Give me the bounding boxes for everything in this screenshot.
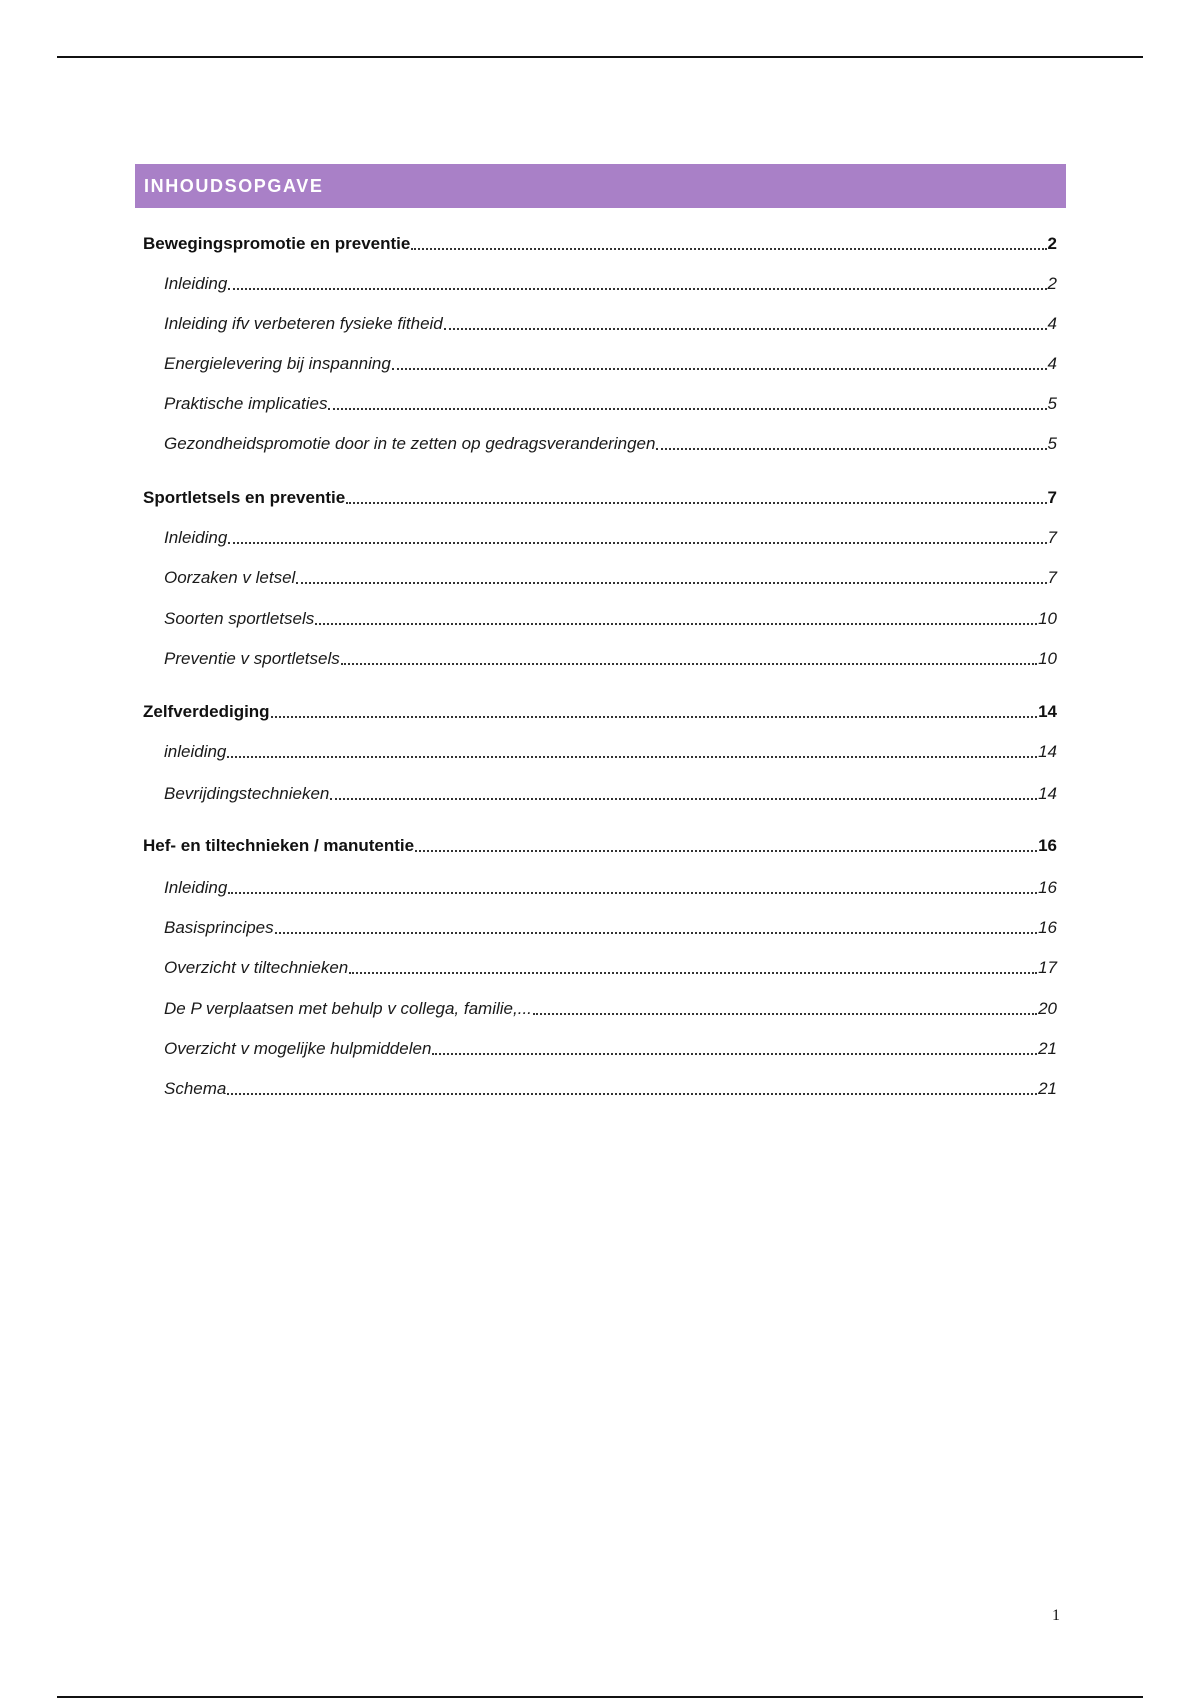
toc-leader-dots [296, 562, 1046, 584]
toc-entry-label: Sportletsels en preventie [143, 488, 346, 507]
toc-leader-dots [228, 872, 1037, 894]
toc-leader-dots [275, 912, 1037, 934]
header-rule [57, 56, 1143, 58]
toc-leader-dots [227, 736, 1037, 758]
toc-entry-label: Inleiding [164, 878, 228, 897]
toc-entry[interactable] [164, 782, 1057, 804]
toc-leader-dots [533, 993, 1037, 1015]
toc-leader-dots [271, 696, 1038, 718]
toc-entry-label: Inleiding ifv verbeteren fysieke fitheid [164, 314, 443, 333]
toc-leader-dots [341, 643, 1037, 665]
toc-entry[interactable] [143, 834, 1057, 856]
toc-entry[interactable] [164, 312, 1057, 334]
toc-leader-dots [346, 482, 1046, 504]
toc-entry[interactable] [164, 1077, 1057, 1099]
toc-leader-dots [315, 603, 1037, 625]
toc-leader-dots [444, 308, 1047, 330]
toc-entry-label: inleiding [164, 742, 227, 761]
toc-entry-page: 7 [1047, 528, 1057, 547]
toc-entry-label: Energielevering bij inspanning [164, 354, 391, 373]
toc-heading: INHOUDSOPGAVE [144, 175, 324, 196]
toc-entry[interactable] [164, 956, 1057, 978]
toc-entry-label: Hef- en tiltechnieken / manutentie [143, 836, 415, 855]
toc-entry-page: 10 [1038, 609, 1057, 628]
toc-leader-dots [415, 830, 1037, 852]
toc-entry[interactable] [164, 997, 1057, 1019]
toc-leader-dots [227, 1073, 1037, 1095]
toc-entry[interactable] [164, 876, 1057, 898]
toc-entry[interactable] [143, 486, 1057, 508]
toc-entry-page: 14 [1038, 702, 1057, 721]
toc-leader-dots [432, 1033, 1037, 1055]
footer-rule [57, 1696, 1143, 1698]
toc-entry-page: 21 [1038, 1039, 1057, 1058]
toc-entry-label: Basisprincipes [164, 918, 274, 937]
toc-entry-page: 4 [1047, 354, 1057, 373]
toc-entry-label: Inleiding [164, 274, 228, 293]
toc-entry[interactable] [164, 916, 1057, 938]
toc-entry[interactable] [164, 740, 1057, 762]
toc-entry-page: 5 [1047, 394, 1057, 413]
toc-leader-dots [330, 778, 1037, 800]
toc-leader-dots [328, 388, 1046, 410]
toc-leader-dots [392, 348, 1047, 370]
page-number: 1 [1052, 1607, 1060, 1624]
toc-entry[interactable] [164, 526, 1057, 548]
toc-entry[interactable] [143, 700, 1057, 722]
toc-entry-label: Bevrijdingstechnieken [164, 784, 330, 803]
toc-entry-page: 14 [1038, 784, 1057, 803]
toc-heading-bar [135, 164, 1066, 208]
toc-entry-page: 20 [1038, 999, 1057, 1018]
toc-entry-label: De P verplaatsen met behulp v collega, familie,... [164, 999, 532, 1018]
toc-entry-label: Zelfverdediging [143, 702, 270, 721]
toc-leader-dots [228, 268, 1046, 290]
toc-entry-page: 10 [1038, 649, 1057, 668]
toc-entry-label: Praktische implicaties [164, 394, 328, 413]
toc-entry[interactable] [164, 607, 1057, 629]
toc-entry[interactable] [164, 566, 1057, 588]
toc-entry[interactable] [164, 1037, 1057, 1059]
toc-entry-page: 21 [1038, 1079, 1057, 1098]
toc-entry-label: Preventie v sportletsels [164, 649, 340, 668]
toc-leader-dots [228, 522, 1046, 544]
toc-entry[interactable] [164, 272, 1057, 294]
toc-entry-page: 16 [1038, 918, 1057, 937]
toc-entry[interactable] [164, 352, 1057, 374]
toc-entry-label: Gezondheidspromotie door in te zetten op gedragsveranderingen [164, 434, 656, 453]
toc-entry-page: 7 [1047, 488, 1057, 507]
toc-entry-label: Oorzaken v letsel [164, 568, 296, 587]
toc-entry-page: 16 [1038, 836, 1057, 855]
toc-entry-page: 2 [1047, 274, 1057, 293]
toc-entry[interactable] [143, 232, 1057, 254]
toc-entry-page: 2 [1047, 234, 1057, 253]
toc-entry-page: 5 [1047, 434, 1057, 453]
toc-leader-dots [349, 952, 1037, 974]
toc-entry-page: 7 [1047, 568, 1057, 587]
toc-entry[interactable] [164, 647, 1057, 669]
toc-entry-page: 17 [1038, 958, 1057, 977]
toc-entry-label: Overzicht v mogelijke hulpmiddelen [164, 1039, 432, 1058]
toc-entry-label: Soorten sportletsels [164, 609, 315, 628]
toc-entry-label: Inleiding [164, 528, 228, 547]
toc-entry-page: 4 [1047, 314, 1057, 333]
toc-entry-page: 14 [1038, 742, 1057, 761]
toc-entry-page: 16 [1038, 878, 1057, 897]
toc-entry-label: Overzicht v tiltechnieken [164, 958, 349, 977]
toc-leader-dots [656, 428, 1046, 450]
toc-leader-dots [411, 228, 1046, 250]
toc-entry[interactable] [164, 392, 1057, 414]
toc-entry-label: Bewegingspromotie en preventie [143, 234, 411, 253]
toc-entry-label: Schema [164, 1079, 227, 1098]
toc-entry[interactable] [164, 432, 1057, 454]
